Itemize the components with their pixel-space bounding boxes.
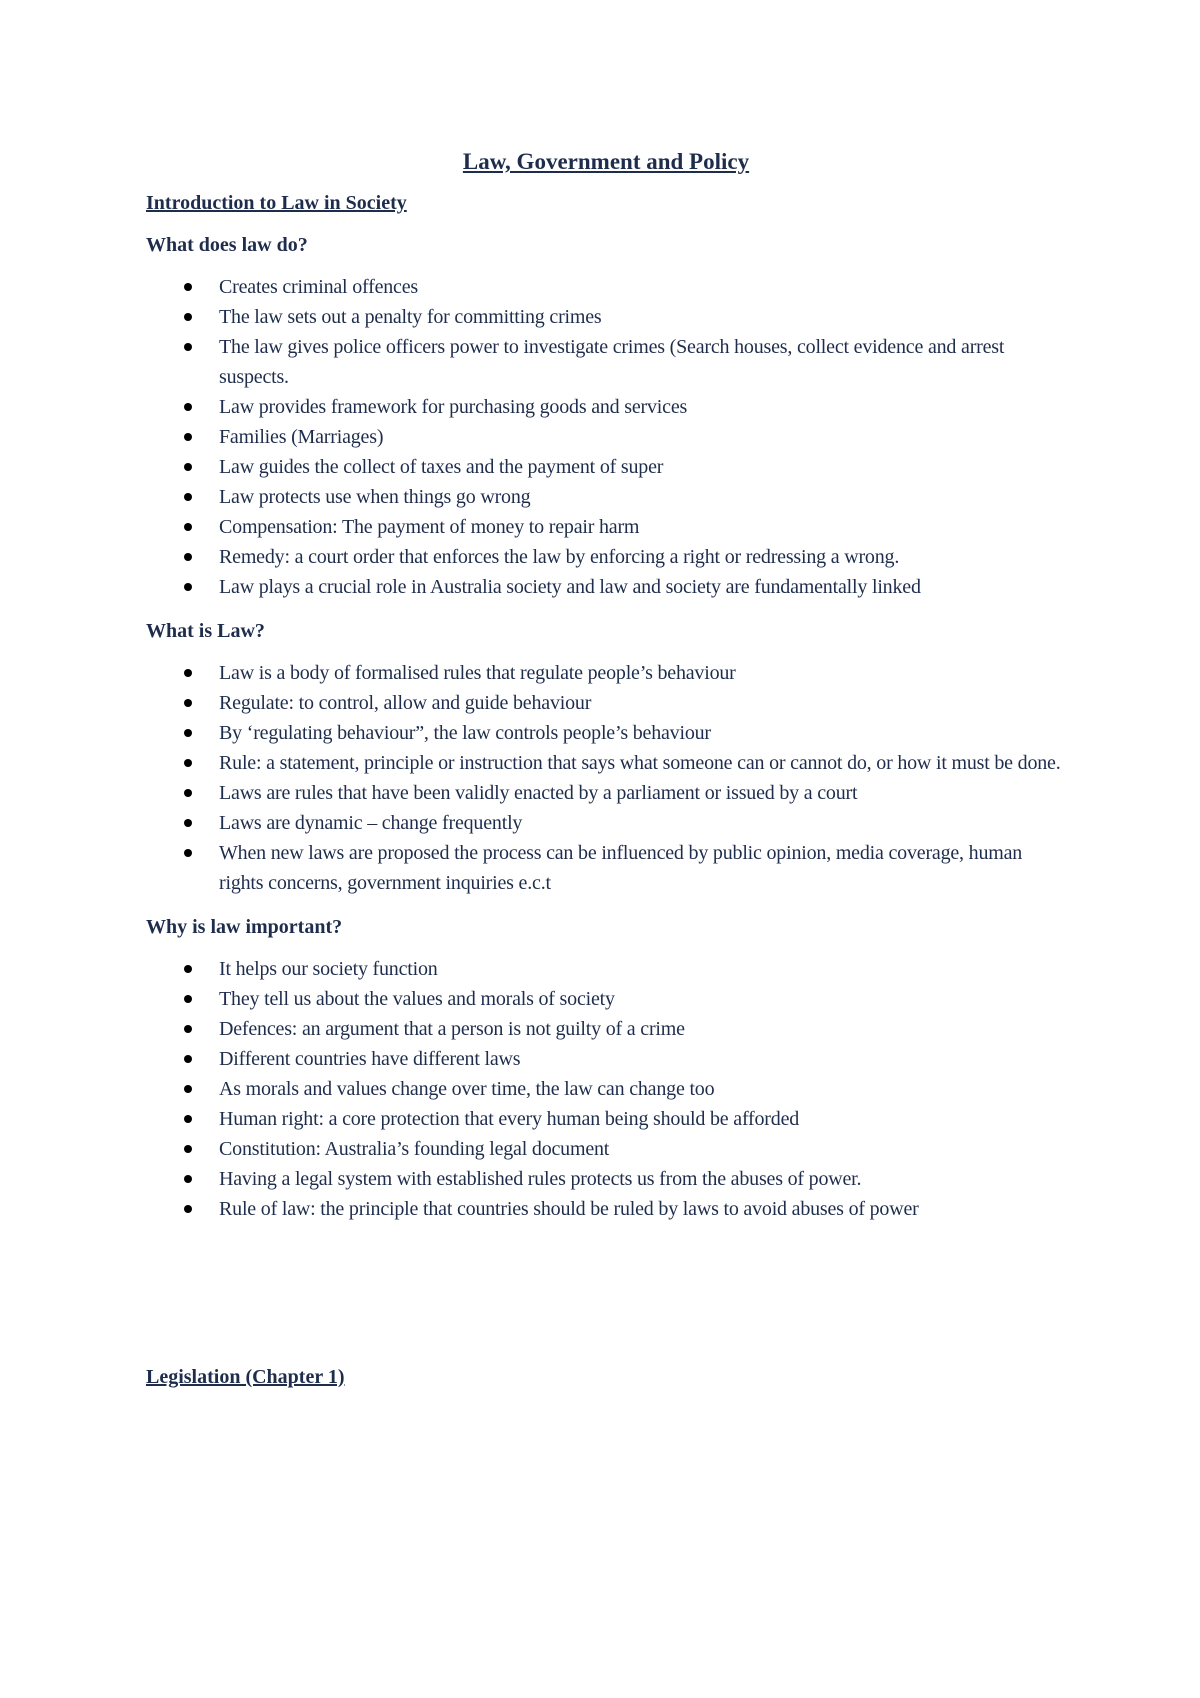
list-item-text: Law is a body of formalised rules that regulate people’s behaviour [219, 662, 736, 684]
bullet-icon [184, 583, 192, 591]
bullet-icon [184, 1085, 192, 1093]
list-item-text: Laws are dynamic – change frequently [219, 812, 523, 834]
bullet-icon [184, 403, 192, 411]
list-item [146, 1074, 1066, 1104]
bullet-icon [184, 1055, 192, 1063]
list-item [146, 954, 1066, 984]
bullet-icon [184, 995, 192, 1003]
document-page [146, 148, 1066, 1406]
bullet-icon [184, 759, 192, 767]
list-item-text: The law gives police officers power to investigate crimes (Search houses, collect evidence and arrest suspects. [219, 336, 1005, 388]
list-item [146, 452, 1066, 482]
list-item [146, 1014, 1066, 1044]
list-item-text: Human right: a core protection that every human being should be afforded [219, 1108, 800, 1130]
list-item [146, 302, 1066, 332]
list-item [146, 512, 1066, 542]
bullet-icon [184, 313, 192, 321]
list-item-text: Law plays a crucial role in Australia society and law and society are fundamentally linked [219, 576, 921, 598]
bullet-icon [184, 283, 192, 291]
list-item-text: Law guides the collect of taxes and the payment of super [219, 456, 664, 478]
list-item [146, 808, 1066, 838]
bullet-icon [184, 433, 192, 441]
list-item-text: Different countries have different laws [219, 1048, 521, 1070]
list-item-text: Having a legal system with established rules protects us from the abuses of power. [219, 1168, 862, 1190]
list-item [146, 1164, 1066, 1194]
list-item-text: It helps our society function [219, 958, 438, 980]
list-item-text: Law protects use when things go wrong [219, 486, 531, 508]
list-item [146, 838, 1066, 898]
list-item [146, 984, 1066, 1014]
heading-why-is-law-important: Why is law important? [146, 916, 343, 938]
list-why-is-law-important [146, 954, 1066, 1224]
bullet-icon [184, 669, 192, 677]
list-item-text: Rule: a statement, principle or instruction that says what someone can or cannot do, or how it must be done. [219, 752, 1061, 774]
list-what-does-law-do [146, 272, 1066, 602]
list-item-text: As morals and values change over time, the law can change too [219, 1078, 715, 1100]
section-heading-legislation: Legislation (Chapter 1) [146, 1366, 345, 1388]
bullet-icon [184, 1115, 192, 1123]
bullet-icon [184, 523, 192, 531]
bullet-icon [184, 553, 192, 561]
bullet-icon [184, 789, 192, 797]
bullet-icon [184, 343, 192, 351]
list-item [146, 392, 1066, 422]
list-item [146, 422, 1066, 452]
bullet-icon [184, 1175, 192, 1183]
heading-what-is-law: What is Law? [146, 620, 265, 642]
bullet-icon [184, 699, 192, 707]
list-item [146, 748, 1066, 778]
list-item-text: Regulate: to control, allow and guide behaviour [219, 692, 592, 714]
blank-space [146, 1240, 1066, 1364]
list-item [146, 542, 1066, 572]
bullet-icon [184, 493, 192, 501]
list-item [146, 1194, 1066, 1224]
list-item [146, 272, 1066, 302]
bullet-icon [184, 965, 192, 973]
list-item [146, 658, 1066, 688]
bullet-icon [184, 1145, 192, 1153]
bullet-icon [184, 819, 192, 827]
list-item [146, 1104, 1066, 1134]
bullet-icon [184, 729, 192, 737]
document-title: Law, Government and Policy [462, 149, 750, 174]
list-item-text: Constitution: Australia’s founding legal document [219, 1138, 610, 1160]
list-item-text: They tell us about the values and morals of society [219, 988, 615, 1010]
list-item-text: Defences: an argument that a person is not guilty of a crime [219, 1018, 685, 1040]
list-item-text: Rule of law: the principle that countries should be ruled by laws to avoid abuses of power [219, 1198, 919, 1220]
list-item-text: The law sets out a penalty for committing crimes [219, 306, 602, 328]
list-item-text: Families (Marriages) [219, 426, 384, 448]
list-item-text: Creates criminal offences [219, 276, 418, 298]
bullet-icon [184, 1205, 192, 1213]
list-item-text: Remedy: a court order that enforces the law by enforcing a right or redressing a wrong. [219, 546, 900, 568]
list-item-text: Compensation: The payment of money to repair harm [219, 516, 640, 538]
list-item [146, 332, 1066, 392]
list-item-text: When new laws are proposed the process can be influenced by public opinion, media coverage, human rights concerns, government inquiries e.c.t [219, 842, 1023, 894]
bullet-icon [184, 1025, 192, 1033]
list-item [146, 718, 1066, 748]
list-item [146, 1044, 1066, 1074]
list-item [146, 572, 1066, 602]
bullet-icon [184, 849, 192, 857]
list-item [146, 1134, 1066, 1164]
list-item-text: Laws are rules that have been validly enacted by a parliament or issued by a court [219, 782, 858, 804]
list-item [146, 778, 1066, 808]
list-item [146, 688, 1066, 718]
bullet-icon [184, 463, 192, 471]
section-heading-intro: Introduction to Law in Society [146, 192, 407, 214]
list-what-is-law [146, 658, 1066, 898]
list-item-text: Law provides framework for purchasing goods and services [219, 396, 688, 418]
list-item-text: By ‘regulating behaviour”, the law controls people’s behaviour [219, 722, 711, 744]
list-item [146, 482, 1066, 512]
heading-what-does-law-do: What does law do? [146, 234, 308, 256]
